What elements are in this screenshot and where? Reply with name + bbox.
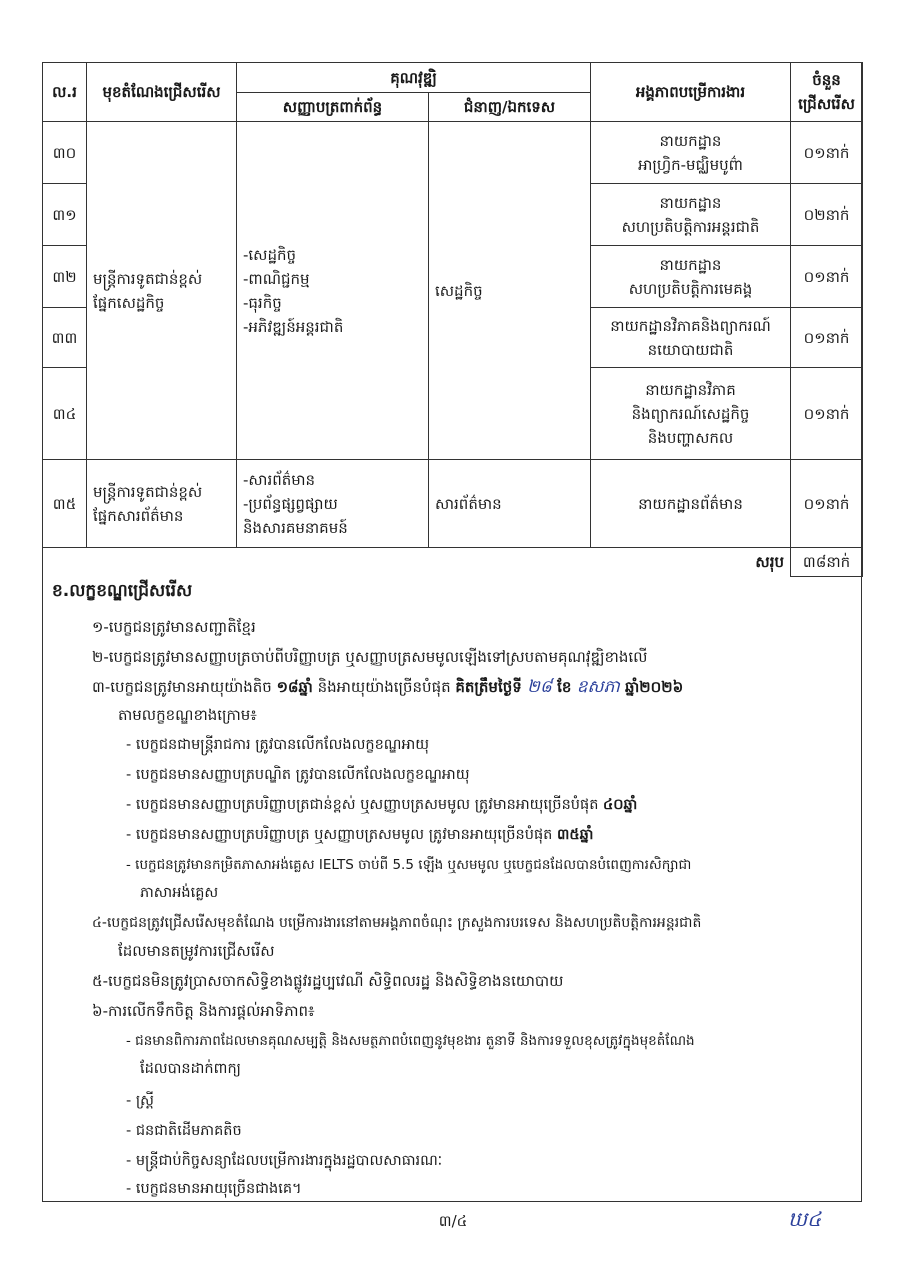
- position-line: ផ្នែកសារព័ត៌មាន: [93, 506, 184, 525]
- criteria-6-sub1: - ជនមានពិការភាពដែលមានគុណសម្បត្តិ និងសមត្ថភាពបំពេញនូវមុខងារ តួនាទី និងការទទួលខុសត្រូវក្នុងមុខតំណែង: [126, 1033, 695, 1049]
- degree-item: -អភិវឌ្ឍន៍អន្តរជាតិ: [243, 317, 344, 336]
- criteria-3-sub: [126, 792, 637, 818]
- criteria-item-6: ៦-ការលើកទឹកចិត្ត និងការផ្តល់អាទិភាព៖: [92, 1002, 315, 1020]
- header-specialty: ជំនាញ/ឯកទេស: [429, 93, 591, 122]
- header-position: មុខតំណែងជ្រើសរើស: [87, 63, 237, 122]
- position-line: ផ្នែកសេដ្ឋកិច្ច: [93, 293, 165, 312]
- criteria-item-4-line2: ដែលមានតម្រូវការជ្រើសរើស: [118, 942, 275, 960]
- unit-line: សហប្រតិបត្តិការមេគង្គ: [628, 279, 753, 298]
- count-cell: ០១នាក់: [791, 246, 863, 308]
- header-count-line1: ចំនួន: [812, 71, 841, 89]
- total-row: [43, 548, 863, 577]
- total-label-text: សរុប: [755, 553, 784, 572]
- header-no: ល.រ: [43, 63, 87, 122]
- header-count-line2: ជ្រើសរើស: [798, 95, 855, 113]
- unit-cell: [591, 184, 791, 246]
- positions-table: [42, 62, 863, 577]
- row-number: ៣៤: [43, 368, 87, 460]
- criteria-3-month: ឧសភា: [576, 677, 620, 697]
- criteria-3-month-label: ខែ: [551, 678, 577, 696]
- row-number: ៣១: [43, 184, 87, 246]
- unit-cell: [591, 246, 791, 308]
- degree-item: -ប្រព័ន្ធផ្សព្វផ្សាយ: [243, 494, 338, 513]
- unit-line: នាយកដ្ឋាន: [659, 255, 722, 274]
- degree-cell: [237, 122, 429, 460]
- header-qualification: គុណវុឌ្ឍិ: [237, 63, 591, 93]
- criteria-6-sub: - ស្ត្រី: [126, 1093, 154, 1109]
- position-line: មន្ត្រីការទូតជាន់ខ្ពស់: [93, 482, 203, 501]
- position-cell: [87, 122, 237, 460]
- total-label: [43, 548, 791, 577]
- degree-cell: [237, 460, 429, 548]
- unit-line: នាយកដ្ឋាន: [659, 193, 722, 212]
- specialty-cell: សារព័ត៌មាន: [429, 460, 591, 548]
- criteria-item-3: [92, 674, 683, 700]
- criteria-item-4: ៤-បេក្ខជនត្រូវជ្រើសរើសមុខតំណែង បម្រើការងារនៅតាមអង្គភាពចំណុះ ក្រសួងការបរទេស និងសហប្រតិបត្តិការអន្តរជាតិ: [92, 915, 702, 931]
- count-cell: ០១នាក់: [791, 122, 863, 184]
- degree-item: -សារព័ត៌មាន: [243, 470, 316, 489]
- specialty-cell: សេដ្ឋកិច្ច: [429, 122, 591, 460]
- criteria-item-1: ១-បេក្ខជនត្រូវមានសញ្ជាតិខ្មែរ: [92, 618, 256, 636]
- unit-cell: [591, 122, 791, 184]
- total-value: ៣៨នាក់: [791, 548, 863, 577]
- unit-line: នយោបាយជាតិ: [647, 340, 734, 359]
- criteria-6-sub1-line2: ដែលបានដាក់ពាក្យ: [140, 1061, 241, 1077]
- row-number: ៣៣: [43, 308, 87, 368]
- criteria-3-sub3-text: - បេក្ខជនមានសញ្ញាបត្របរិញ្ញាបត្រជាន់ខ្ពស់ ឬសញ្ញាបត្រសមមូល ត្រូវមានអាយុច្រើនបំផុត: [126, 797, 604, 813]
- degree-item: -ធុរកិច្ច: [243, 293, 282, 312]
- criteria-6-sub: - មន្ត្រីជាប់កិច្ចសន្យាដែលបម្រើការងារក្នុងរដ្ឋបាលសាធារណៈ: [126, 1153, 443, 1169]
- header-unit: អង្គភាពបម្រើការងារ: [591, 63, 791, 122]
- count-cell: ០១នាក់: [791, 368, 863, 460]
- position-line: មន្ត្រីការទូតជាន់ខ្ពស់: [93, 269, 203, 288]
- criteria-3-sub4-age: ៣៥ឆ្នាំ: [557, 827, 594, 843]
- table-row: [43, 460, 863, 548]
- criteria-item-5: ៥-បេក្ខជនមិនត្រូវប្រាសចាកសិទ្ធិខាងផ្លូវរដ្ឋប្បវេណី សិទ្ធិពលរដ្ឋ និងសិទ្ធិខាងនយោបាយ: [92, 972, 564, 990]
- criteria-3-sub: [126, 822, 593, 848]
- header-count: [791, 63, 863, 122]
- count-cell: ០១នាក់: [791, 308, 863, 368]
- count-cell: ០១នាក់: [791, 460, 863, 548]
- criteria-3-sub3-age: ៤០ឆ្នាំ: [603, 797, 638, 813]
- criteria-3-part: ៣-បេក្ខជនត្រូវមានអាយុយ៉ាងតិច: [92, 678, 277, 696]
- unit-line: និងព្យាករណ៍សេដ្ឋកិច្ច: [631, 404, 750, 423]
- criteria-3-part: និងអាយុយ៉ាងច្រើនបំផុត: [312, 678, 456, 696]
- criteria-3-sub5: - បេក្ខជនត្រូវមានកម្រិតភាសាអង់គ្លេស IELTS ចាប់ពី 5.5 ឡើង ឬសមមូល ឬបេក្ខជនដែលបានបំពេញការសិក្សាជា: [126, 857, 692, 873]
- unit-line: សហប្រតិបត្តិការអន្តរជាតិ: [621, 217, 760, 236]
- criteria-3-line2: តាមលក្ខខណ្ឌខាងក្រោម៖: [118, 706, 257, 724]
- criteria-3-day: ២៨: [526, 677, 552, 697]
- criteria-3-as-of: គិតត្រឹមថ្ងៃទី: [455, 678, 527, 696]
- degree-item: -សេដ្ឋកិច្ច: [243, 245, 297, 264]
- unit-cell: នាយកដ្ឋានព័ត៌មាន: [591, 460, 791, 548]
- handwritten-mark: ឃ៤: [788, 1207, 822, 1231]
- unit-line: អាហ្វ្រិក-មជ្ឈិមបូព៌ា: [638, 155, 743, 174]
- degree-item: -ពាណិជ្ជកម្ម: [243, 269, 310, 288]
- criteria-3-sub4-text: - បេក្ខជនមានសញ្ញាបត្របរិញ្ញាបត្រ ឬសញ្ញាបត្រសមមូល ត្រូវមានអាយុច្រើនបំផុត: [126, 827, 557, 843]
- criteria-3-min-age: ១៨ឆ្នាំ: [276, 678, 313, 696]
- position-cell: [87, 460, 237, 548]
- criteria-3-sub5-line2: ភាសាអង់គ្លេស: [140, 885, 219, 901]
- header-degree: សញ្ញាបត្រពាក់ព័ន្ធ: [237, 93, 429, 122]
- table-row: [43, 122, 863, 184]
- criteria-title: ខ.លក្ខខណ្ឌជ្រើសរើស: [52, 581, 193, 601]
- unit-cell: [591, 368, 791, 460]
- criteria-item-2: ២-បេក្ខជនត្រូវមានសញ្ញាបត្រចាប់ពីបរិញ្ញាបត្រ ឬសញ្ញាបត្រសមមូលឡើងទៅស្របតាមគុណវុឌ្ឍិខាងលើ: [92, 648, 648, 666]
- unit-cell: [591, 308, 791, 368]
- unit-line: នាយកដ្ឋានវិភាគ: [645, 380, 736, 399]
- criteria-3-year: ឆ្នាំ២០២៦: [619, 678, 684, 696]
- criteria-6-sub: - បេក្ខជនមានអាយុច្រើនជាងគេ។: [126, 1181, 302, 1197]
- degree-item: និងសារគមនាគមន៍: [243, 518, 348, 537]
- criteria-3-sub: - បេក្ខជនមានសញ្ញាបត្របណ្ឌិត ត្រូវបានលើកលែងលក្ខខណ្ឌអាយុ: [126, 767, 470, 783]
- criteria-6-sub: - ជនជាតិដើមភាគតិច: [126, 1123, 242, 1139]
- page-number: ៣/៤: [438, 1212, 468, 1230]
- criteria-3-sub: - បេក្ខជនជាមន្ត្រីរាជការ ត្រូវបានលើកលែងលក្ខខណ្ឌអាយុ: [126, 737, 430, 753]
- row-number: ៣៥: [43, 460, 87, 548]
- row-number: ៣០: [43, 122, 87, 184]
- row-number: ៣២: [43, 246, 87, 308]
- unit-line: នាយកដ្ឋានវិភាគនិងព្យាករណ៍: [610, 316, 771, 335]
- unit-line: នាយកដ្ឋាន: [659, 131, 722, 150]
- count-cell: ០២នាក់: [791, 184, 863, 246]
- unit-line: និងបញ្ហាសកល: [647, 428, 734, 447]
